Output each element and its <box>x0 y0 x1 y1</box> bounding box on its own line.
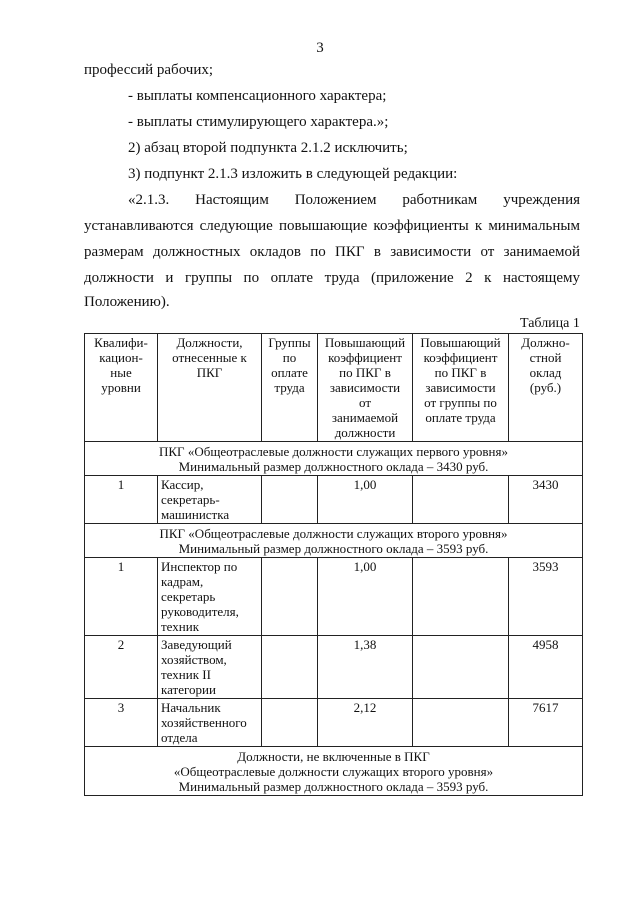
cell-salary: 4958 <box>509 636 583 699</box>
header-pay-groups: Группы по оплате труда <box>262 334 318 442</box>
cell-level: 1 <box>85 558 158 636</box>
cell-coef-group <box>413 558 509 636</box>
table-row <box>85 558 583 636</box>
cell-coef-group <box>413 699 509 747</box>
group-subtitle: Минимальный размер должностного оклада – 3593 руб. <box>178 541 489 556</box>
paragraph-incentive: - выплаты стимулирующего характера.»; <box>128 114 389 130</box>
cell-salary: 7617 <box>509 699 583 747</box>
group-header-second-level <box>85 524 583 558</box>
cell-salary: 3593 <box>509 558 583 636</box>
group-title: ПКГ «Общеотраслевые должности служащих второго уровня» <box>159 526 508 541</box>
header-coef-position: Повышающий коэффициент по ПКГ в зависимости от занимаемой должности <box>318 334 413 442</box>
cell-coef-position: 1,00 <box>318 476 413 524</box>
clause-line-5: Положению). <box>84 294 170 310</box>
paragraph-compensation: - выплаты компенсационного характера; <box>128 88 387 104</box>
group-subtitle: Минимальный размер должностного оклада – 3430 руб. <box>178 459 489 474</box>
cell-coef-position: 1,00 <box>318 558 413 636</box>
cell-level: 3 <box>85 699 158 747</box>
group-title: ПКГ «Общеотраслевые должности служащих первого уровня» <box>159 444 508 459</box>
group-subtitle: «Общеотраслевые должности служащих второго уровня» <box>173 764 494 779</box>
header-qualification-level: Квалифи- кацион- ные уровни <box>85 334 158 442</box>
cell-level: 1 <box>85 476 158 524</box>
cell-coef-group <box>413 636 509 699</box>
cell-group <box>262 699 318 747</box>
cell-position: Кассир, секретарь- машинистка <box>158 476 262 524</box>
header-coef-group: Повышающий коэффициент по ПКГ в зависимости от группы по оплате труда <box>413 334 509 442</box>
cell-position: Инспектор по кадрам, секретарь руководителя, техник <box>158 558 262 636</box>
cell-group <box>262 558 318 636</box>
clause-line-1: «2.1.3. Настоящим Положением работникам учреждения <box>128 192 580 208</box>
paragraph-continuation: профессий рабочих; <box>84 62 214 78</box>
group-header-row <box>85 747 583 796</box>
clause-line-3: размерам должностных окладов по ПКГ в зависимости от занимаемой <box>84 244 580 260</box>
table-row <box>85 636 583 699</box>
table-header-row <box>85 334 583 442</box>
group-header-first-level <box>85 442 583 476</box>
cell-coef-position: 2,12 <box>318 699 413 747</box>
group-note: Минимальный размер должностного оклада – 3593 руб. <box>178 779 489 794</box>
header-salary: Должно- стной оклад (руб.) <box>509 334 583 442</box>
cell-position: Начальник хозяйственного отдела <box>158 699 262 747</box>
cell-coef-position: 1,38 <box>318 636 413 699</box>
table-caption: Таблица 1 <box>520 316 580 331</box>
cell-level: 2 <box>85 636 158 699</box>
group-title: Должности, не включенные в ПКГ <box>237 749 430 764</box>
paragraph-item-3: 3) подпункт 2.1.3 изложить в следующей редакции: <box>128 166 458 182</box>
group-header-not-included <box>85 747 583 796</box>
clause-line-2: устанавливаются следующие повышающие коэффициенты к минимальным <box>84 218 580 234</box>
clause-line-4: должности и группы по оплате труда (приложение 2 к настоящему <box>84 270 580 286</box>
cell-salary: 3430 <box>509 476 583 524</box>
cell-coef-group <box>413 476 509 524</box>
salary-coefficients-table <box>84 333 583 796</box>
cell-position: Заведующий хозяйством, техник II категории <box>158 636 262 699</box>
header-positions: Должности, отнесенные к ПКГ <box>158 334 262 442</box>
table-row <box>85 476 583 524</box>
cell-group <box>262 476 318 524</box>
group-header-row <box>85 442 583 476</box>
cell-group <box>262 636 318 699</box>
page-number: 3 <box>316 40 324 56</box>
paragraph-item-2: 2) абзац второй подпункта 2.1.2 исключить; <box>128 140 408 156</box>
group-header-row <box>85 524 583 558</box>
table-row <box>85 699 583 747</box>
